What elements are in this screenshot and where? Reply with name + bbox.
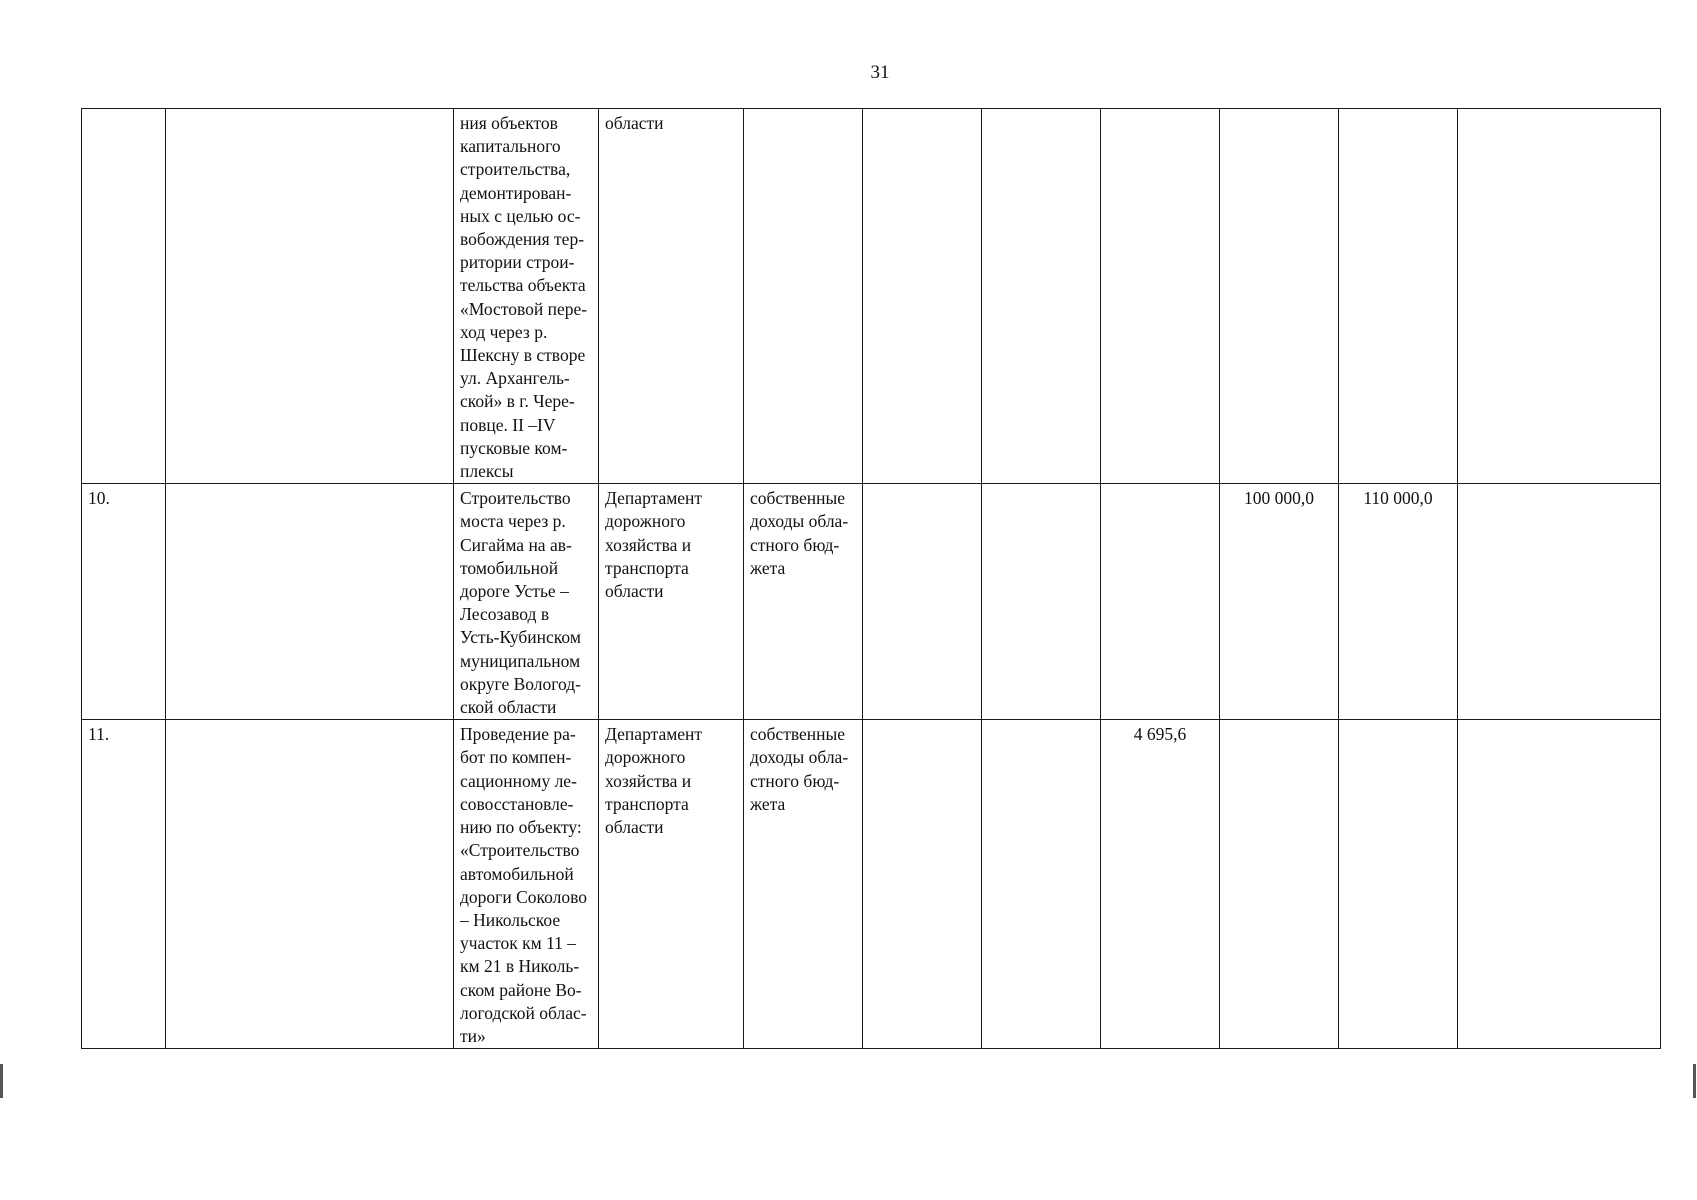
measure-name-cell-text: Строительство моста через р. Сигайма на ав- томобильной дороге Устье – Лесозавод в Усть-Кубинском муниципальном округе Вологод- ской области [460,488,582,718]
amount-cell [1458,484,1661,720]
executor-cell-text: области [605,113,664,133]
table-row [82,109,1661,484]
amount-cell-text: 110 000,0 [1363,488,1433,509]
amount-cell [982,484,1101,720]
amount-cell [1339,109,1458,484]
amount-cell [982,109,1101,484]
funding-source-cell-text: собственные доходы обла- стного бюд- жета [750,488,849,578]
amount-cell [863,720,982,1049]
budget-table [81,108,1661,1049]
executor-cell-text: Департамент дорожного хозяйства и транспорта области [605,724,703,838]
amount-cell [1101,484,1220,720]
code-cell [166,720,454,1049]
scan-mark-right [1693,1064,1696,1098]
amount-cell [1101,109,1220,484]
row-number-cell-text: 11. [88,724,110,745]
amount-cell [982,720,1101,1049]
amount-cell [1339,484,1458,720]
amount-cell [1220,720,1339,1049]
measure-name-cell-text: ния объектов капитального строительства, демонтирован- ных с целью ос- вобождения тер- ритории строи- тельства объекта «Мостовой пере- ход через р. Шексну в створе ул. Архангель- ской» в г. Чере- повце. II –IV пусковые ком- плексы [460,113,588,482]
measure-name-cell [454,109,599,484]
amount-cell [1339,720,1458,1049]
amount-cell [1458,720,1661,1049]
table-row [82,484,1661,720]
row-number-cell [82,484,166,720]
code-cell [166,109,454,484]
funding-source-cell [744,720,863,1049]
row-number-cell-text: 10. [88,488,110,509]
measure-name-cell [454,720,599,1049]
amount-cell [1458,109,1661,484]
amount-cell [863,484,982,720]
funding-source-cell [744,109,863,484]
funding-source-cell-text: собственные доходы обла- стного бюд- жета [750,724,849,814]
code-cell [166,484,454,720]
amount-cell-text: 100 000,0 [1244,488,1315,509]
row-number-cell [82,720,166,1049]
executor-cell [599,720,744,1049]
executor-cell [599,109,744,484]
amount-cell-text: 4 695,6 [1133,724,1187,745]
row-number-cell [82,109,166,484]
funding-source-cell [744,484,863,720]
measure-name-cell [454,484,599,720]
page-number: 31 [870,62,890,83]
executor-cell [599,484,744,720]
amount-cell [1220,109,1339,484]
table-row [82,720,1661,1049]
scan-mark-left [0,1064,3,1098]
amount-cell [863,109,982,484]
measure-name-cell-text: Проведение ра- бот по компен- сационному ле- совосстановле- нию по объекту: «Строительство автомобильной дороги Соколово – Никольское участок км 11 – км 21 в Николь- ском районе Во- логодской облас- ти» [460,724,588,1046]
amount-cell [1101,720,1220,1049]
executor-cell-text: Департамент дорожного хозяйства и транспорта области [605,488,703,602]
amount-cell [1220,484,1339,720]
